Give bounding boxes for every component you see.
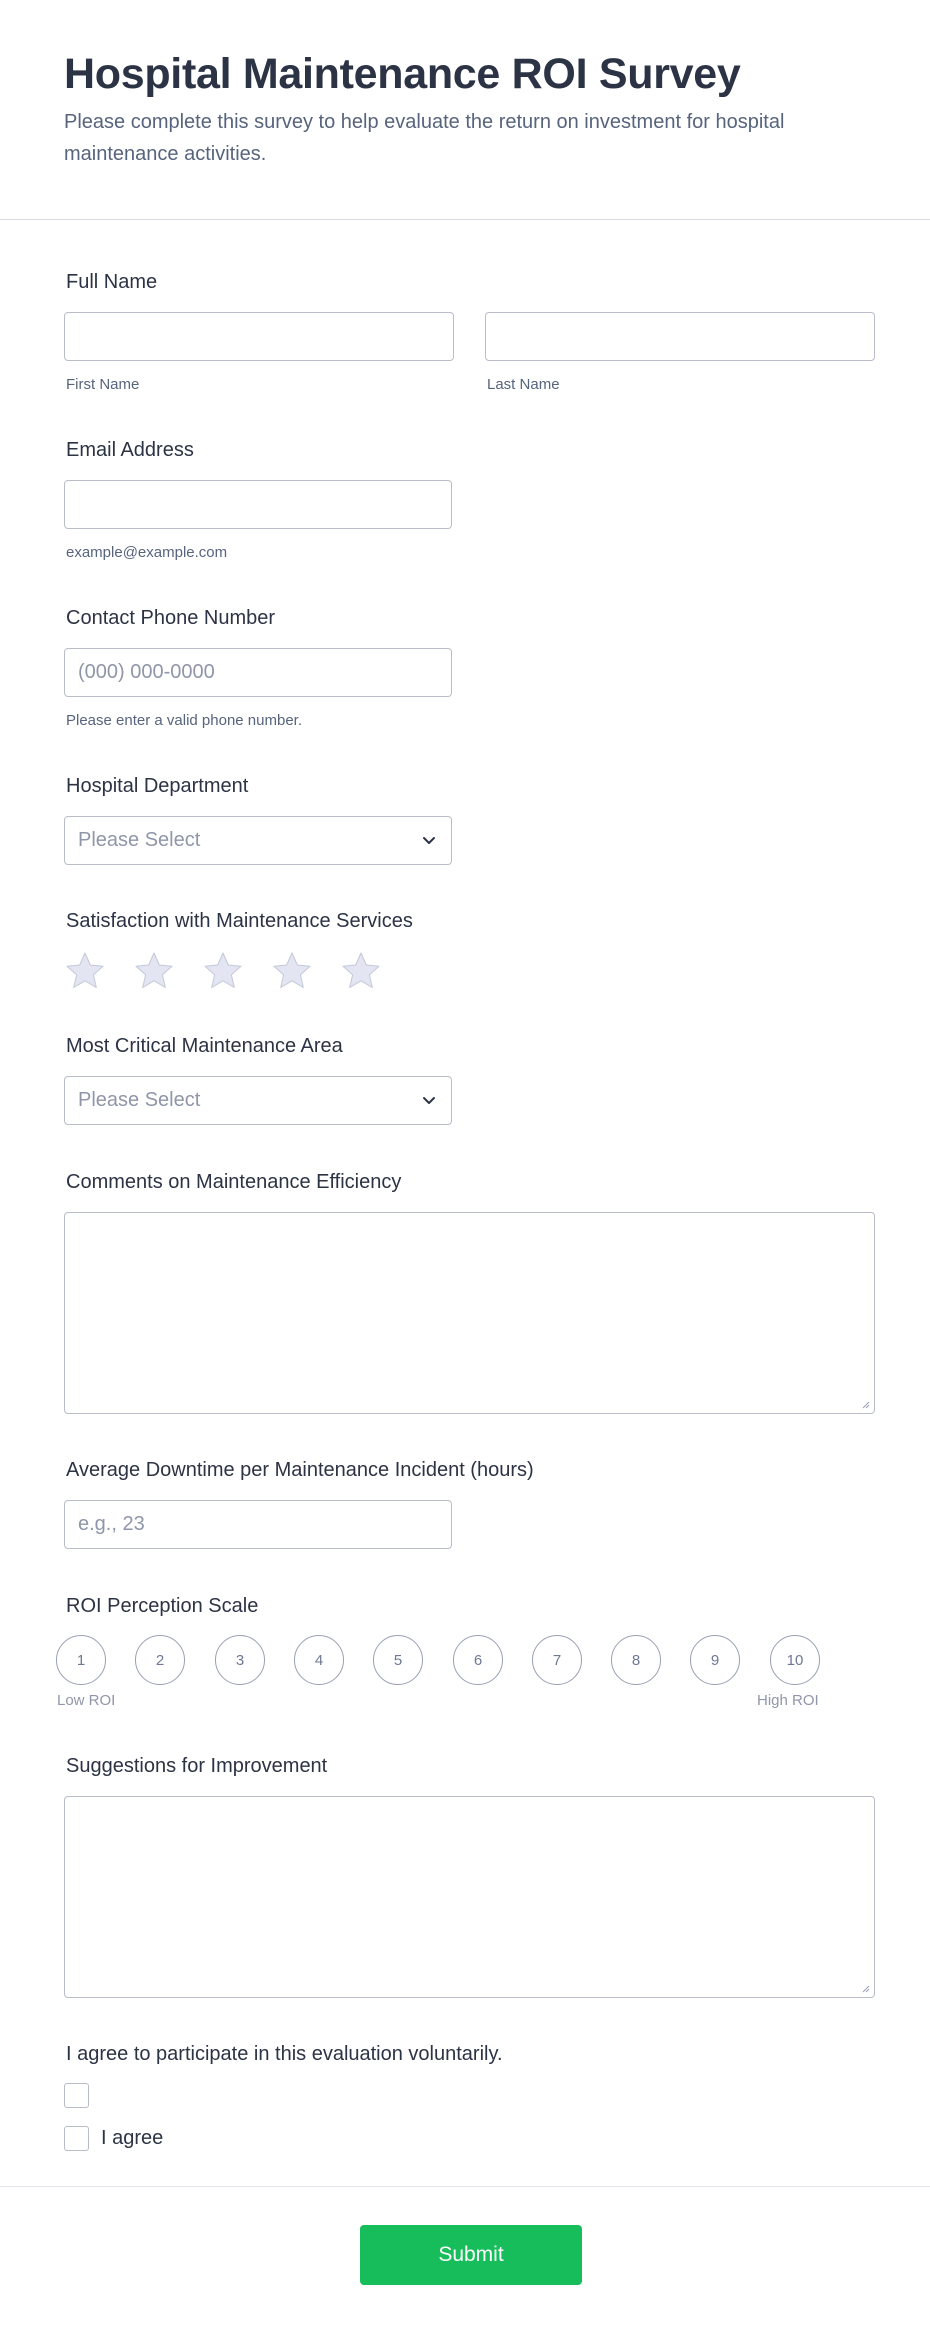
star-icon[interactable] [202, 950, 244, 992]
star-icon[interactable] [133, 950, 175, 992]
department-select[interactable] [64, 816, 452, 865]
roi-low-label: Low ROI [57, 1692, 116, 1709]
comments-label: Comments on Maintenance Efficiency [66, 1171, 402, 1193]
roi-scale-option-3[interactable]: 3 [215, 1635, 265, 1685]
email-sublabel: example@example.com [66, 544, 228, 561]
critical-area-label: Most Critical Maintenance Area [66, 1035, 343, 1057]
roi-scale-label: ROI Perception Scale [66, 1595, 259, 1617]
consent-checkbox[interactable] [64, 2126, 89, 2151]
roi-scale-option-9[interactable]: 9 [690, 1635, 740, 1685]
chevron-down-icon [419, 830, 439, 850]
full-name-label: Full Name [66, 271, 158, 293]
consent-checkbox-empty[interactable] [64, 2083, 89, 2108]
roi-scale-option-5[interactable]: 5 [373, 1635, 423, 1685]
roi-scale-option-6[interactable]: 6 [453, 1635, 503, 1685]
critical-area-placeholder: Please Select [78, 1089, 201, 1111]
critical-area-select[interactable] [64, 1076, 452, 1125]
star-rating [64, 950, 404, 994]
roi-scale-option-4[interactable]: 4 [294, 1635, 344, 1685]
form-title: Hospital Maintenance ROI Survey [64, 50, 741, 98]
phone-sublabel: Please enter a valid phone number. [66, 712, 302, 729]
resize-handle-icon[interactable] [860, 1983, 870, 1993]
form-subtitle: Please complete this survey to help evaluate the return on investment for hospital maintenance activities. [64, 111, 785, 165]
chevron-down-icon [419, 1090, 439, 1110]
downtime-label: Average Downtime per Maintenance Incident (hours) [66, 1459, 534, 1481]
roi-scale-option-1[interactable]: 1 [56, 1635, 106, 1685]
department-label: Hospital Department [66, 775, 249, 797]
roi-scale-option-2[interactable]: 2 [135, 1635, 185, 1685]
footer-divider [0, 2186, 930, 2187]
star-icon[interactable] [340, 950, 382, 992]
resize-handle-icon[interactable] [860, 1399, 870, 1409]
department-placeholder: Please Select [78, 829, 201, 851]
email-input[interactable] [64, 480, 452, 529]
star-icon[interactable] [64, 950, 106, 992]
roi-high-label: High ROI [757, 1692, 819, 1709]
roi-scale-option-8[interactable]: 8 [611, 1635, 661, 1685]
roi-scale-option-10[interactable]: 10 [770, 1635, 820, 1685]
downtime-input[interactable] [64, 1500, 452, 1549]
last-name-sublabel: Last Name [487, 376, 560, 393]
first-name-input[interactable] [64, 312, 454, 361]
submit-button[interactable]: Submit [360, 2225, 582, 2285]
email-label: Email Address [66, 439, 194, 461]
last-name-input[interactable] [485, 312, 875, 361]
suggestions-textarea[interactable] [64, 1796, 875, 1998]
roi-scale-option-7[interactable]: 7 [532, 1635, 582, 1685]
first-name-sublabel: First Name [66, 376, 140, 393]
suggestions-label: Suggestions for Improvement [66, 1755, 328, 1777]
satisfaction-label: Satisfaction with Maintenance Services [66, 910, 413, 932]
form-header [0, 0, 930, 220]
consent-label: I agree to participate in this evaluation voluntarily. [66, 2043, 503, 2065]
consent-option-label: I agree [101, 2127, 164, 2149]
comments-textarea[interactable] [64, 1212, 875, 1414]
phone-input[interactable] [64, 648, 452, 697]
star-icon[interactable] [271, 950, 313, 992]
phone-label: Contact Phone Number [66, 607, 276, 629]
